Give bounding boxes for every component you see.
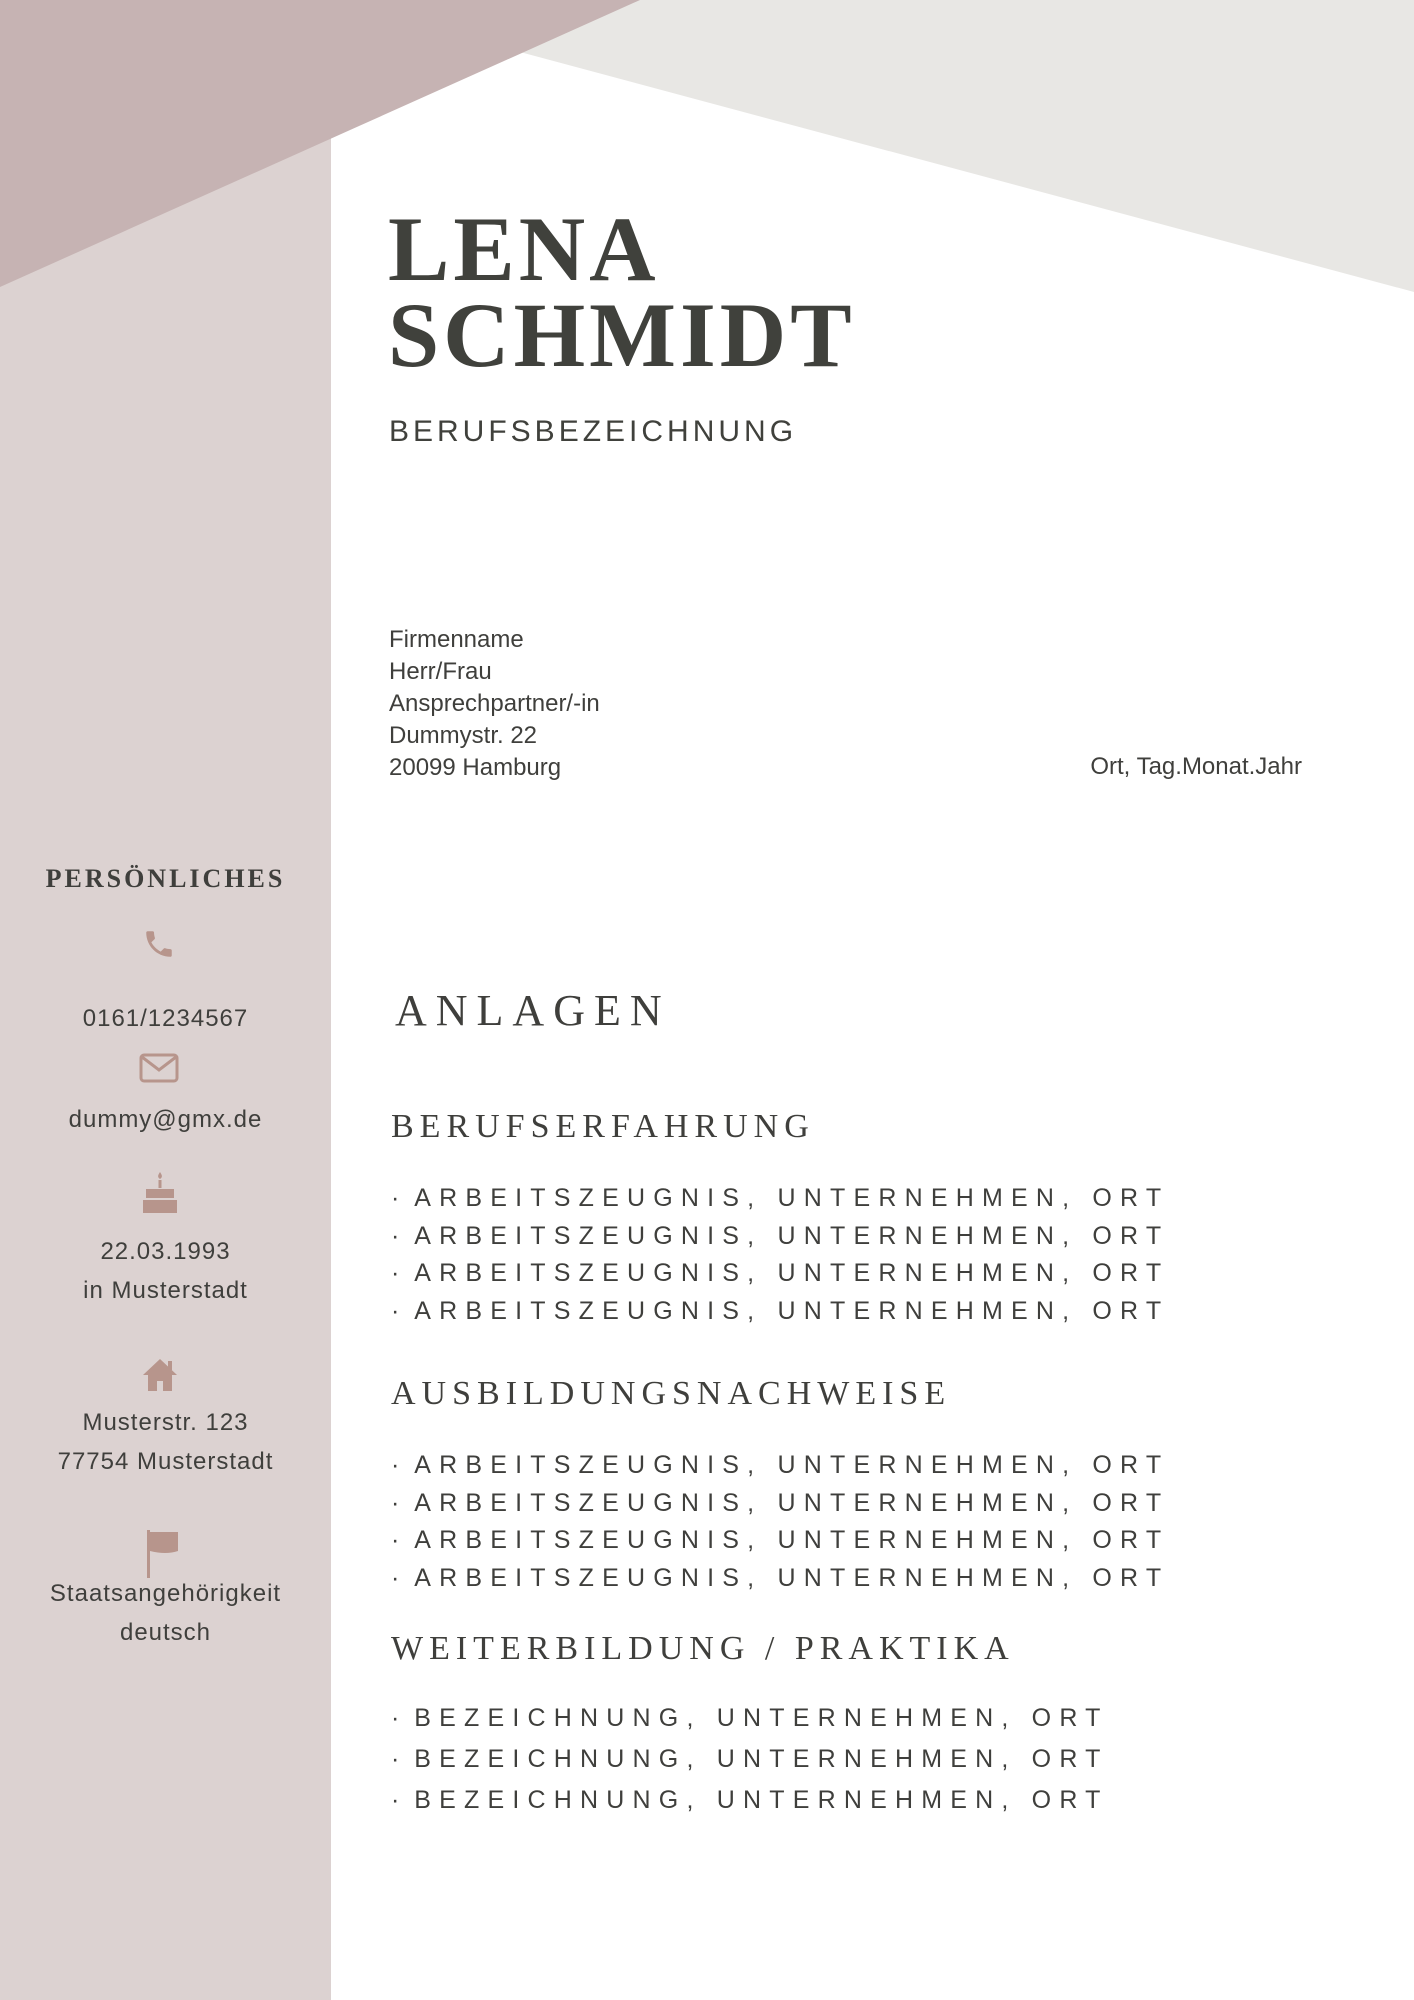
attachments-title: ANLAGEN: [395, 986, 671, 1035]
list-item: · ARBEITSZEUGNIS, UNTERNEHMEN, ORT: [391, 1485, 1169, 1523]
nationality-info: [0, 1574, 331, 1652]
list-item: · ARBEITSZEUGNIS, UNTERNEHMEN, ORT: [391, 1522, 1169, 1560]
sidebar-heading: PERSÖNLICHES: [45, 864, 286, 893]
first-name: LENA: [388, 198, 660, 300]
flag-icon: [146, 1529, 180, 1579]
list-item: · ARBEITSZEUGNIS, UNTERNEHMEN, ORT: [391, 1447, 1169, 1485]
experience-list: [391, 1180, 1169, 1330]
list-item: · ARBEITSZEUGNIS, UNTERNEHMEN, ORT: [391, 1255, 1169, 1293]
birth-place: in Musterstadt: [83, 1277, 248, 1304]
list-item: · ARBEITSZEUGNIS, UNTERNEHMEN, ORT: [391, 1293, 1169, 1331]
home-city: 77754 Musterstadt: [57, 1448, 274, 1475]
recipient-street: Dummystr. 22: [389, 722, 538, 749]
section-heading-experience: BERUFSERFAHRUNG: [391, 1108, 815, 1145]
training-list: [391, 1698, 1109, 1821]
birthday-cake-icon: [141, 1170, 179, 1214]
recipient-company: Firmenname: [389, 626, 524, 653]
phone-icon: [142, 927, 176, 961]
education-list: [391, 1447, 1169, 1597]
section-heading-training: WEITERBILDUNG / PRAKTIKA: [391, 1630, 1015, 1667]
recipient-contact: Ansprechpartner/-in: [389, 690, 600, 717]
list-item: · ARBEITSZEUGNIS, UNTERNEHMEN, ORT: [391, 1180, 1169, 1218]
phone-number: 0161/1234567: [82, 1005, 249, 1032]
last-name: SCHMIDT: [388, 284, 856, 386]
date-line: Ort, Tag.Monat.Jahr: [1090, 753, 1302, 780]
list-item: · BEZEICHNUNG, UNTERNEHMEN, ORT: [391, 1739, 1109, 1780]
nationality-value: deutsch: [119, 1619, 212, 1646]
job-title: BERUFSBEZEICHNUNG: [389, 415, 798, 448]
birth-info: [0, 1232, 331, 1310]
home-street: Musterstr. 123: [82, 1409, 249, 1436]
home-icon: [141, 1357, 179, 1393]
list-item: · ARBEITSZEUGNIS, UNTERNEHMEN, ORT: [391, 1560, 1169, 1598]
list-item: · ARBEITSZEUGNIS, UNTERNEHMEN, ORT: [391, 1218, 1169, 1256]
candidate-name: [388, 198, 856, 386]
recipient-address: [389, 624, 600, 784]
section-heading-education: AUSBILDUNGSNACHWEISE: [391, 1375, 952, 1412]
recipient-city: 20099 Hamburg: [389, 754, 562, 781]
recipient-salutation: Herr/Frau: [389, 658, 492, 685]
list-item: · BEZEICHNUNG, UNTERNEHMEN, ORT: [391, 1698, 1109, 1739]
email-icon: [139, 1053, 179, 1083]
home-address: [0, 1403, 331, 1481]
list-item: · BEZEICHNUNG, UNTERNEHMEN, ORT: [391, 1780, 1109, 1821]
email-address: dummy@gmx.de: [68, 1106, 263, 1133]
birth-date: 22.03.1993: [100, 1238, 231, 1265]
nationality-label: Staatsangehörigkeit: [49, 1580, 282, 1607]
